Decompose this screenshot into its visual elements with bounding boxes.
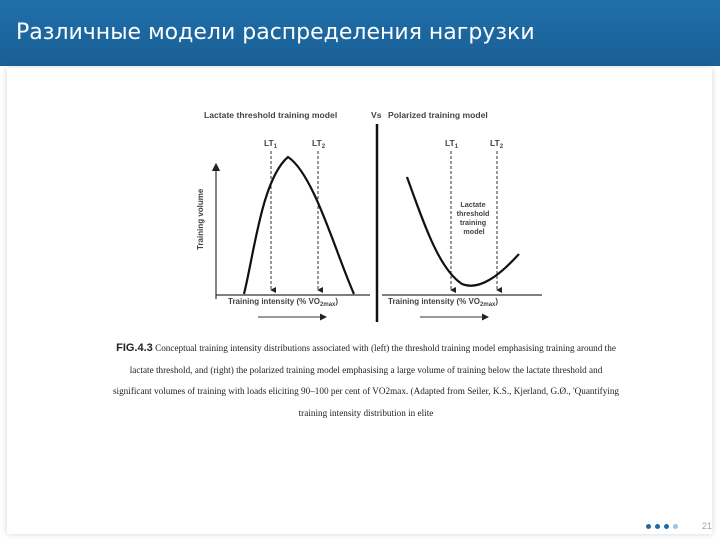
left-lt1-label: $LT_1$ [264,138,278,150]
header-left: Lactate threshold training model [204,110,338,120]
right-lt2-label: $LT_2$ [490,138,504,150]
header-vs: Vs [371,110,382,120]
title-bar [0,0,720,66]
header-right: Polarized training model [388,110,488,120]
x-axis-label-left: Training intensity (% $VO_{2max}$) [228,297,339,308]
dot-icon [646,524,651,529]
figure-number: FIG.4.3 [116,342,153,354]
page-number: 21 [702,521,713,531]
dot-icon [673,524,678,529]
y-axis-label: Training volume [196,188,205,250]
training-model-figure [194,104,548,326]
figure-caption [112,338,620,424]
left-lt2-label: $LT_2$ [312,138,326,150]
figure-svg [194,104,548,326]
right-lt1-label: $LT_1$ [445,138,459,150]
caption-text: Conceptual training intensity distributions associated with (left) the threshold training model emphasising training around the lactate threshold, and (right) the polarized training model emphasising a large volume of training below the lactate threshold and significant volumes of training with loads eliciting 90–100 per cent of VO2max. (Adapted from Seiler, K.S., Kjerland, G.Ø., 'Quantifying training intensity distribution in elite [112,343,620,418]
slide-title: Различные модели распределения нагрузки [16,20,535,45]
threshold-model-curve [244,157,354,294]
dot-icon [655,524,660,529]
pagination-dots [646,524,678,529]
polarized-annotation: Lactate threshold training model [456,200,490,236]
x-axis-label-right: Training intensity (% $VO_{2max}$) [388,297,499,308]
dot-icon [664,524,669,529]
